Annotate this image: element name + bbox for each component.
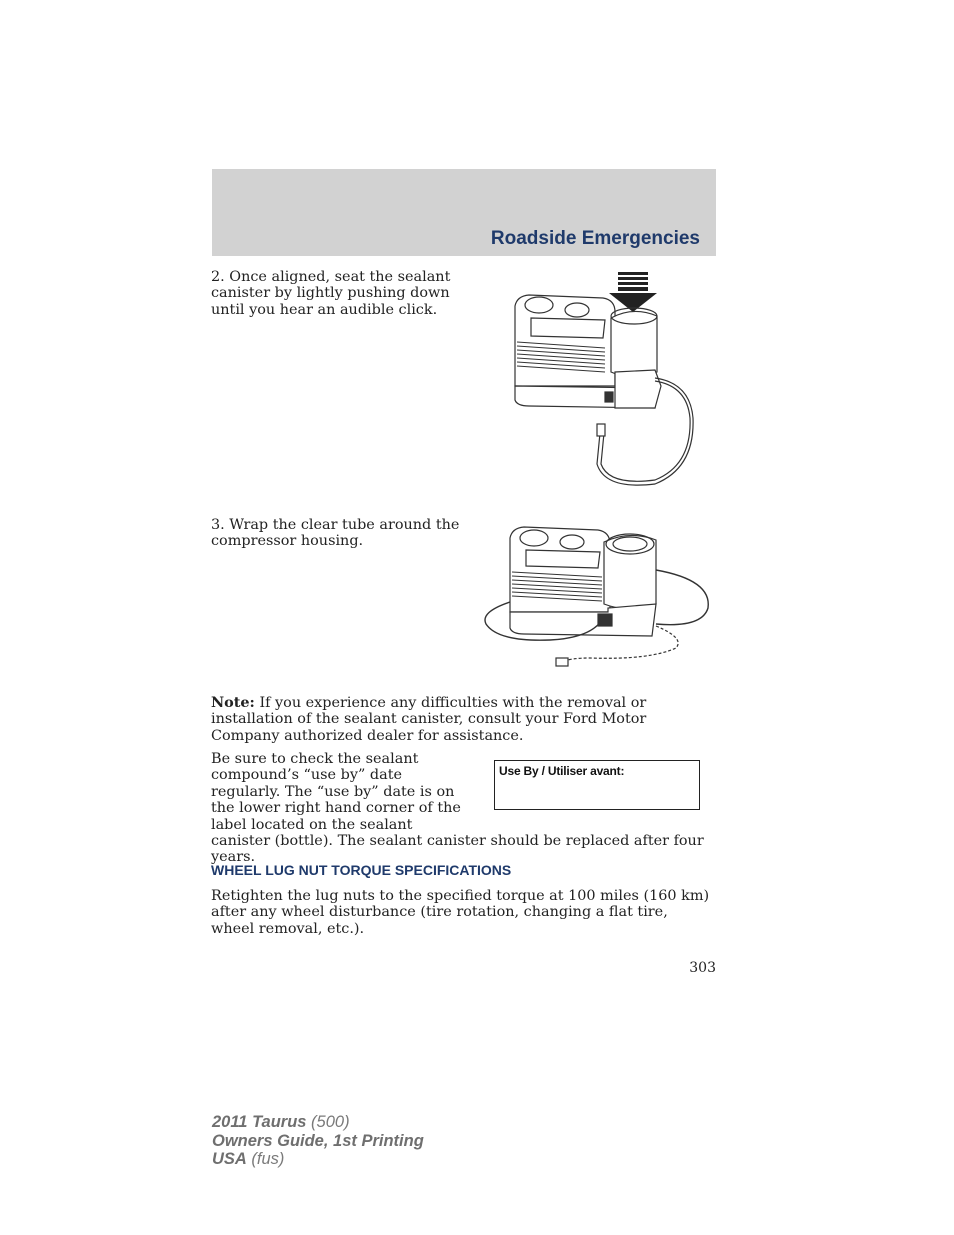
- compressor-canister-seat-illustration: [505, 268, 720, 490]
- torque-paragraph: Retighten the lug nuts to the specified torque at 100 miles (160 km) after any wheel disturbance (tire rotation, changing a flat tire, wheel removal, etc.).: [211, 888, 710, 937]
- step-2-text: 2. Once aligned, seat the sealant canister by lightly pushing down until you hear an audible click.: [211, 269, 451, 318]
- footer: [212, 1113, 424, 1169]
- footer-line-1: 2011 Taurus (500): [212, 1113, 350, 1131]
- header-band: [212, 169, 716, 256]
- footer-line-3: USA (fus): [212, 1150, 285, 1168]
- push-down-arrow-icon: [609, 272, 657, 312]
- note-text: If you experience any difficulties with the removal or installation of the sealant canister, consult your Ford Motor Company authorized dealer for assistance.: [211, 695, 647, 744]
- use-by-label-text: Use By / Utiliser avant:: [499, 764, 625, 778]
- step-3-text: 3. Wrap the clear tube around the compressor housing.: [211, 517, 460, 550]
- compressor-tube-wrap-illustration: [480, 520, 715, 675]
- footer-line-2: Owners Guide, 1st Printing: [212, 1131, 424, 1150]
- note-label: Note:: [211, 694, 255, 711]
- section-title: Roadside Emergencies: [490, 228, 700, 249]
- note-paragraph: [211, 695, 711, 744]
- use-by-label-illustration: [494, 760, 700, 810]
- use-by-text: Be sure to check the sealant compound’s “use by” date regularly. The “use by” date is on the lower right hand corner of the label located on the sealant canister (bottle). The sealant canister should be replaced after four years.: [211, 751, 704, 866]
- torque-heading: WHEEL LUG NUT TORQUE SPECIFICATIONS: [211, 862, 512, 878]
- page-number: 303: [689, 960, 716, 976]
